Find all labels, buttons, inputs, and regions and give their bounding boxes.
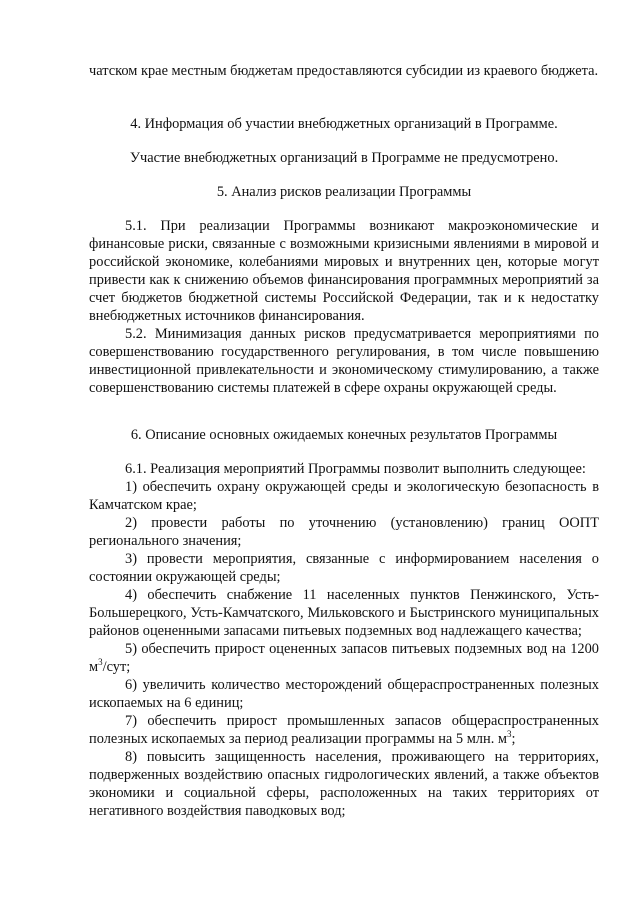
paragraph-6-1: 6.1. Реализация мероприятий Программы позволит выполнить следующее: xyxy=(125,461,586,477)
list-item-3: 3) провести мероприятия, связанные с информированием населения о состоянии окружающей среды; xyxy=(89,551,599,585)
list-item-2: 2) провести работы по уточнению (установлению) границ ООПТ регионального значения; xyxy=(89,515,599,549)
item-5-superscript: 3 xyxy=(98,657,103,668)
section-6-heading: 6. Описание основных ожидаемых конечных результатов Программы xyxy=(130,427,558,443)
paragraph-5-1: 5.1. При реализации Программы возникают макроэкономические и финансовые риски, связанные с возможными кризисными явлениями в мировой и российской экономике, колебаниями мировых и внутренних цен, которые могут привести как к снижению объемов финансирования программных мероприятий за счет бюджетов бюджетной системы Российской Федерации, так и к недостатку внебюджетных источников финансирования. xyxy=(89,218,599,324)
item-7-superscript: 3 xyxy=(507,729,512,740)
section-4-heading: 4. Информация об участии внебюджетных организаций в Программе. xyxy=(130,116,558,132)
section-4-text: Участие внебюджетных организаций в Программе не предусмотрено. xyxy=(129,150,559,166)
list-item-1: 1) обеспечить охрану окружающей среды и экологическую безопасность в Камчатском крае; xyxy=(89,479,599,513)
intro-paragraph xyxy=(89,62,599,80)
list-item-7 xyxy=(89,712,599,748)
intro-text: чатском крае местным бюджетам предоставляются субсидии из краевого бюджета. xyxy=(89,63,599,79)
item-5-tail: /сут; xyxy=(102,659,131,675)
paragraph-5-2: 5.2. Минимизация данных рисков предусматривается мероприятиями по совершенствованию государственного регулирования, в том числе повышению инвестиционной привлекательности и экономическому стимулированию, а также совершенствованию системы платежей в сфере охраны окружающей среды. xyxy=(89,326,599,396)
section-5-body xyxy=(89,217,599,397)
list-item-4: 4) обеспечить снабжение 11 населенных пунктов Пенжинского, Усть-Большерецкого, Усть-Камчатского, Мильковского и Быстринского муниципальных районов оцененными запасами питьевых подземных вод надлежащего качества; xyxy=(89,587,599,639)
item-7-text: 7) обеспечить прирост промышленных запасов общераспространенных полезных ископаемых за период реализации программы на 5 млн. м xyxy=(89,713,599,747)
list-item-8: 8) повысить защищенность населения, проживающего на территориях, подверженных воздействию опасных гидрологических явлений, а также объектов экономики и социальной сферы, расположенных на таких территориях от негативного воздействия паводковых вод; xyxy=(89,749,599,819)
section-5-heading: 5. Анализ рисков реализации Программы xyxy=(216,184,472,200)
list-item-5 xyxy=(89,640,599,676)
list-item-6: 6) увеличить количество месторождений общераспространенных полезных ископаемых на 6 единиц; xyxy=(89,677,599,711)
item-7-tail: ; xyxy=(511,731,516,747)
item-5-text: 5) обеспечить прирост оцененных запасов питьевых подземных вод на 1200 м xyxy=(89,641,599,675)
section-6-body xyxy=(89,460,599,820)
